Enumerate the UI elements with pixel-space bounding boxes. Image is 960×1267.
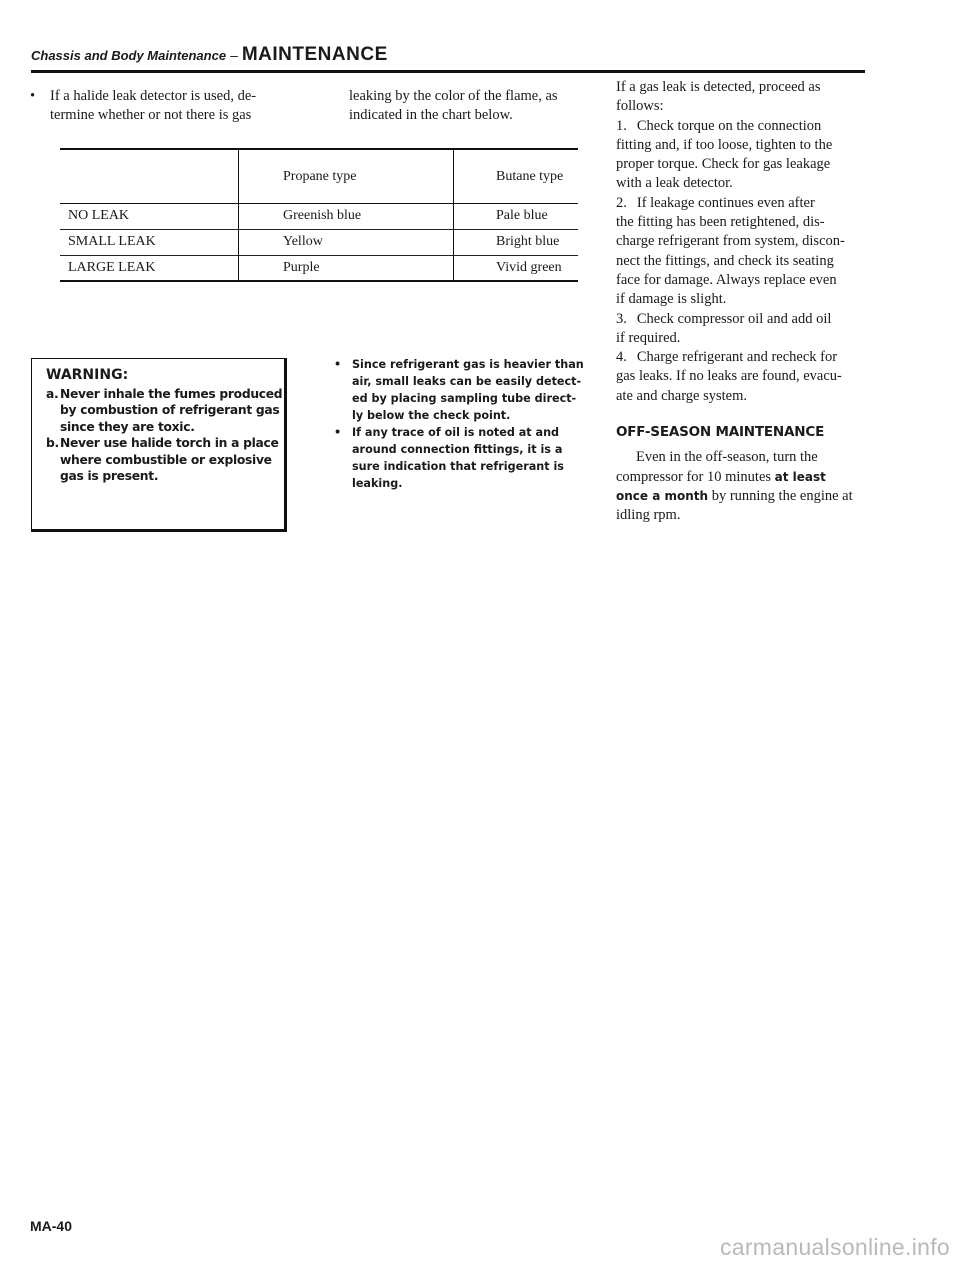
table-row [60, 229, 578, 255]
table-cell: Pale blue [454, 203, 579, 229]
text-line: charge refrigerant from system, discon- [616, 233, 845, 250]
intro-line-1: If a halide leak detector is used, de- [50, 88, 257, 104]
text-line: idling rpm. [616, 507, 681, 524]
warning-line: gas is present. [60, 469, 159, 483]
procedure-intro [616, 78, 868, 117]
text-line [616, 487, 868, 506]
warning-item-label: a. [46, 386, 59, 401]
warning-line: Never use halide torch in a place [60, 436, 279, 450]
header-dash: – [230, 47, 238, 63]
intro-cont-line-1: leaking by the color of the flame, as [349, 88, 558, 104]
table-cell: Purple [239, 255, 454, 281]
step-number: 4. [616, 349, 627, 366]
table-cell: NO LEAK [68, 208, 130, 224]
text-line [616, 348, 868, 367]
warning-line: Never inhale the fumes produced [60, 386, 283, 401]
table-cell: Bright blue [454, 229, 579, 255]
table-cell: Greenish blue [239, 203, 454, 229]
note-line: ly below the check point. [352, 409, 511, 422]
text-line: If a gas leak is detected, proceed as [616, 79, 821, 95]
table-header-cell [60, 149, 239, 203]
intro-line-2: termine whether or not there is gas [50, 107, 252, 124]
table-row [60, 203, 578, 229]
offseason-heading: OFF-SEASON MAINTENANCE [616, 424, 825, 441]
warning-line: by combustion of refrigerant gas [60, 403, 280, 417]
page-number: MA-40 [30, 1218, 73, 1234]
text-line: ate and charge system. [616, 387, 747, 404]
bullet-icon: • [30, 88, 36, 104]
step-1 [616, 117, 868, 194]
warning-line: where combustible or explosive [60, 452, 272, 467]
step-3 [616, 310, 868, 349]
step-4 [616, 348, 868, 406]
text-line: with a leak detector. [616, 175, 733, 192]
intro-continuation [349, 87, 589, 126]
notes-list [334, 356, 596, 492]
section-name: Chassis and Body Maintenance [31, 48, 227, 63]
text-line [616, 468, 868, 487]
warning-title: WARNING: [46, 367, 129, 383]
table-row [60, 255, 578, 281]
note-item [334, 356, 596, 424]
warning-item-a [46, 386, 284, 436]
offseason-paragraph [616, 448, 868, 525]
right-column [616, 78, 868, 526]
warning-line: since they are toxic. [60, 419, 195, 434]
step-2 [616, 194, 868, 310]
text-line: gas leaks. If no leaks are found, evacu- [616, 368, 842, 385]
step-text: Check torque on the connection [636, 117, 822, 134]
flame-color-table [60, 148, 578, 282]
note-line: If any trace of oil is noted at and [352, 426, 560, 439]
text-line: the fitting has been retightened, dis- [616, 214, 825, 231]
emphasis-text: once a month [616, 488, 709, 503]
note-line: Since refrigerant gas is heavier than [352, 358, 584, 371]
note-line: sure indication that refrigerant is [352, 460, 564, 473]
note-line: around connection fittings, it is a [352, 443, 563, 456]
text-line: nect the fittings, and check its seating [616, 252, 834, 269]
warning-item-label: b. [46, 436, 59, 450]
text-line: fitting and, if too loose, tighten to the [616, 136, 833, 153]
text-line [616, 117, 868, 136]
text-line [616, 310, 868, 329]
note-line: ed by placing sampling tube direct- [352, 392, 577, 405]
page-title: MAINTENANCE [241, 44, 388, 65]
warning-item-b [46, 435, 284, 485]
step-number: 3. [616, 310, 627, 327]
table-cell: LARGE LEAK [68, 260, 156, 276]
note-line: leaking. [352, 477, 403, 490]
emphasis-text: at least [774, 469, 826, 484]
watermark: carmanualsonline.info [719, 1234, 950, 1260]
text-span: by running the engine at [708, 487, 853, 504]
text-span: compressor for 10 minutes [616, 468, 775, 485]
text-line: if damage is slight. [616, 291, 727, 308]
step-text: Charge refrigerant and recheck for [636, 349, 838, 366]
text-line: Even in the off-season, turn the [636, 449, 818, 466]
step-text: If leakage continues even after [636, 194, 815, 211]
step-text: Check compressor oil and add oil [636, 310, 832, 327]
table-cell: Vivid green [454, 255, 579, 281]
step-number: 1. [616, 117, 627, 134]
table-header-cell: Butane type [454, 149, 579, 203]
text-line: if required. [616, 329, 681, 346]
text-line: follows: [616, 98, 664, 115]
table-header-cell: Propane type [239, 149, 454, 203]
step-number: 2. [616, 194, 627, 211]
text-line: face for damage. Always replace even [616, 271, 837, 288]
warning-box [31, 358, 287, 532]
table-header-row [60, 149, 578, 203]
table-cell: Yellow [239, 229, 454, 255]
bullet-icon: • [334, 426, 342, 439]
intro-cont-line-2: indicated in the chart below. [349, 107, 513, 124]
text-line [616, 194, 868, 213]
note-item [334, 424, 596, 492]
table-cell: SMALL LEAK [68, 234, 156, 250]
intro-bullet [30, 87, 320, 126]
text-line: proper torque. Check for gas leakage [616, 156, 831, 173]
page-header [31, 44, 865, 73]
note-line: air, small leaks can be easily detect- [352, 375, 582, 388]
bullet-icon: • [334, 358, 342, 371]
